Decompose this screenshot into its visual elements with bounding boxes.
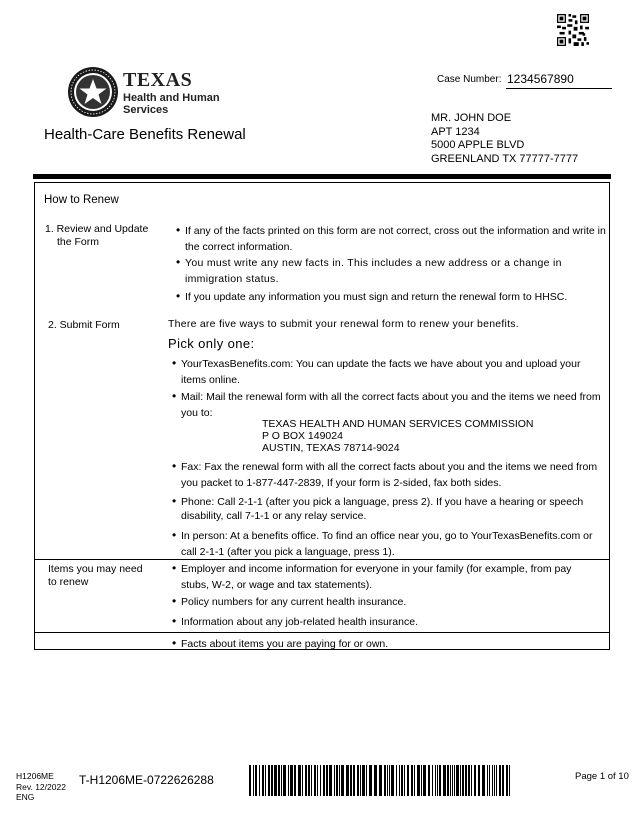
address-line: 5000 APPLE BLVD [431, 139, 525, 151]
qr-code-icon [557, 14, 589, 46]
list-item: • YourTexasBenefits.com: You can update the facts we have about you and upload your items online. [172, 355, 607, 388]
address-line: MR. JOHN DOE [431, 112, 512, 124]
list-item: • Employer and income information for everyone in your family (for example, from pay stubs, W-2, or wage and tax statements). [172, 560, 601, 593]
case-number-label: Case Number: [437, 74, 502, 85]
mail-address [262, 418, 534, 454]
list-item: • Fax: Fax the renewal form with all the correct facts about you and the items we need from you packet to 1-877-447-2839, If your form is 2-sided, fax both sides. [172, 458, 607, 491]
form-code-line: ENG [16, 792, 35, 802]
form-title: Health-Care Benefits Renewal [44, 126, 246, 143]
pick-one-heading: Pick only one: [168, 336, 255, 351]
address-line: APT 1234 [431, 125, 480, 138]
case-number-value: 1234567890 [507, 72, 574, 86]
row-divider [34, 632, 610, 633]
list-item: • If any of the facts printed on this form are not correct, cross out the information and write in the correct information. [176, 222, 607, 255]
mail-address-line: AUSTIN, TEXAS 78714-9024 [262, 442, 400, 454]
section-heading: How to Renew [44, 194, 119, 206]
logo-title: TEXAS [123, 69, 193, 91]
items-label-line2: to renew [48, 576, 89, 588]
form-code-line: Rev. 12/2022 [16, 781, 66, 792]
items-label-line1: Items you may need [48, 563, 143, 575]
list-item: • Facts about items you are paying for or own. [172, 635, 607, 652]
mail-address-line: TEXAS HEALTH AND HUMAN SERVICES COMMISSION [262, 418, 534, 430]
list-item: • If you update any information you must sign and return the renewal form to HHSC. [176, 288, 607, 305]
list-item: • Information about any job-related health insurance. [172, 613, 607, 630]
list-item: • In person: At a benefits office. To find an office near you, go to YourTexasBenefits.com or call 2-1-1 (after you pick a language, press 1). [172, 527, 607, 560]
form-code-line: H1206ME [16, 771, 54, 781]
items-label [48, 563, 143, 589]
mail-address-line: P O BOX 149024 [262, 430, 343, 442]
step2-intro: There are five ways to submit your renewal form to renew your benefits. [168, 318, 519, 330]
list-item: • Mail: Mail the renewal form with all the correct facts about you and the items we need from you to: [172, 388, 607, 421]
step1-label [45, 223, 148, 249]
address-line: GREENLAND TX 77777-7777 [431, 152, 579, 165]
agency-logo [123, 70, 220, 116]
page-number: Page 1 of 10 [575, 771, 629, 782]
texas-seal-icon [67, 66, 119, 118]
section-divider-bar [33, 174, 611, 179]
step1-label-line1: 1. Review and Update [45, 223, 149, 235]
logo-subtitle-2: Services [123, 104, 169, 116]
step1-label-line2: the Form [57, 236, 100, 248]
logo-subtitle-1: Health and Human [123, 92, 220, 104]
form-id: T-H1206ME-0722626288 [79, 773, 214, 787]
list-item: • Policy numbers for any current health insurance. [172, 593, 607, 610]
barcode-icon [249, 765, 511, 796]
mailing-address [431, 112, 578, 166]
list-item: • Phone: Call 2-1-1 (after you pick a language, press 2). If you have a hearing or speech disability, call 7-1-1 or any relay service. [172, 495, 607, 523]
step2-label: 2. Submit Form [48, 319, 120, 331]
list-item: • You must write any new facts in. This includes a new address or a change in immigration status. [176, 254, 595, 287]
case-number-underline [506, 88, 612, 89]
form-code [16, 771, 66, 803]
